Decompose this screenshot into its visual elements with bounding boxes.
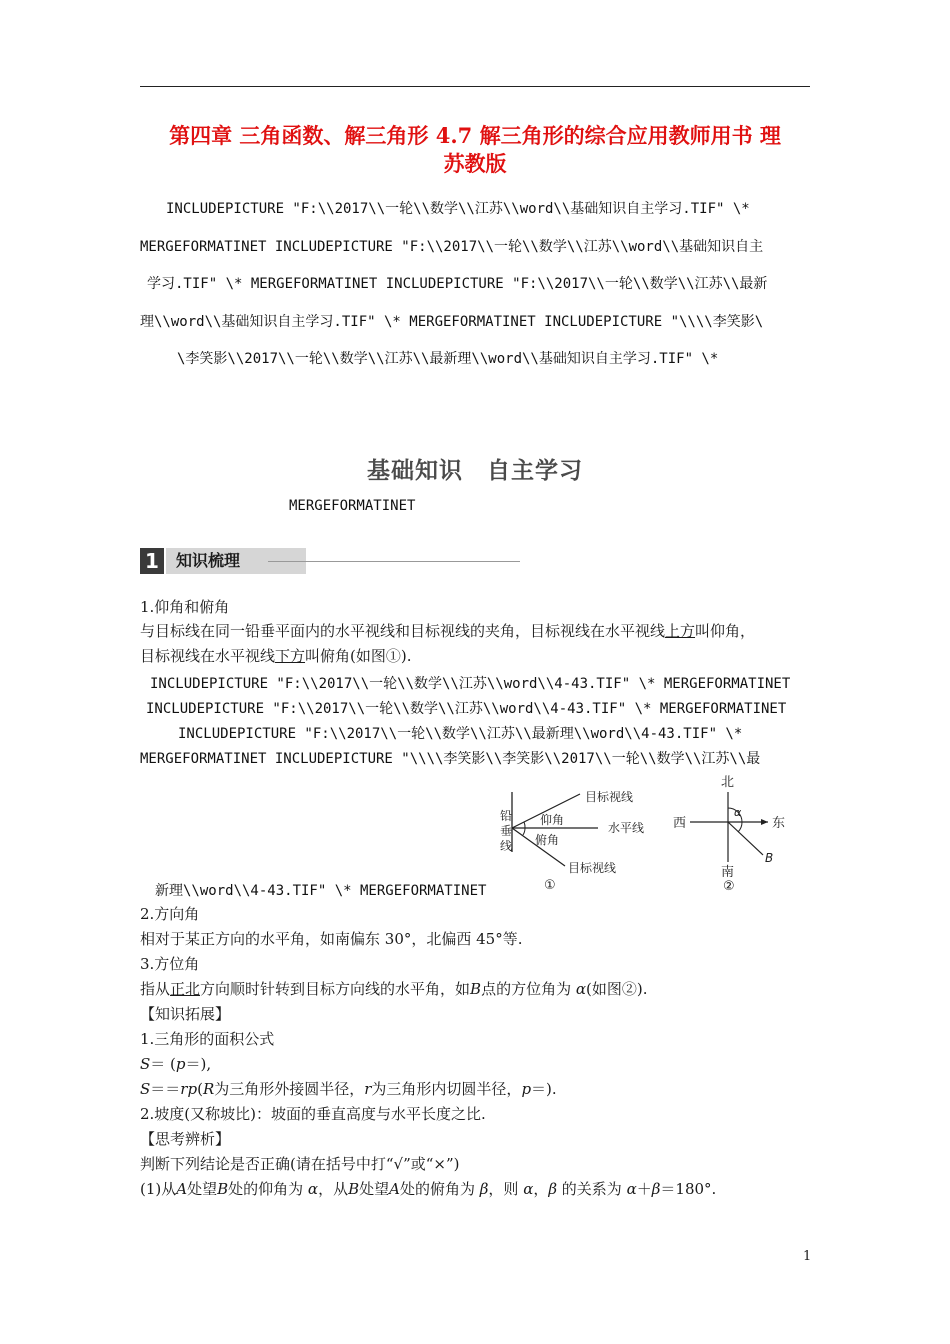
depression-label: 俯角 xyxy=(535,833,560,847)
vertical-line-label-1: 铅 xyxy=(500,809,513,823)
section-1-paragraph-line-2: 目标视线在水平视线下方叫俯角(如图①). xyxy=(140,647,412,665)
include-field-line: INCLUDEPICTURE "F:\\2017\\一轮\\数学\\江苏\\最新理\\word\\4-43.TIF" \* xyxy=(178,726,743,742)
section-1-heading: 1.仰角和俯角 xyxy=(140,598,230,616)
include-field-line: MERGEFORMATINET INCLUDEPICTURE "F:\\2017\\一轮\\数学\\江苏\\word\\基础知识自主 xyxy=(140,239,764,255)
underlined-term: 上方 xyxy=(665,622,696,640)
badge-number: 1 xyxy=(140,548,164,574)
title-line-1: 第四章 三角函数、解三角形 4.7 解三角形的综合应用教师用书 理 xyxy=(169,123,781,148)
figure-2-caption: ② xyxy=(723,879,735,894)
include-field-line: INCLUDEPICTURE "F:\\2017\\一轮\\数学\\江苏\\word\\基础知识自主学习.TIF" \* xyxy=(166,201,750,217)
bearing-angle-figure xyxy=(670,772,800,894)
include-field-line: INCLUDEPICTURE "F:\\2017\\一轮\\数学\\江苏\\word\\4-43.TIF" \* MERGEFORMATINET xyxy=(146,701,787,717)
question-1: (1)从A处望B处的仰角为 α，从B处望A处的俯角为 β，则 α，β 的关系为 α＋β＝180°. xyxy=(140,1180,717,1198)
vertical-line-label-3: 线 xyxy=(500,839,513,853)
include-field-line: MERGEFORMATINET INCLUDEPICTURE "\\\\李笑影\\李笑影\\2017\\一轮\\数学\\江苏\\最 xyxy=(140,751,761,767)
section-2-body: 相对于某正方向的水平角，如南偏东 30°，北偏西 45°等. xyxy=(140,930,523,948)
page-number: 1 xyxy=(803,1249,812,1264)
section-heading: 基础知识 自主学习 xyxy=(367,458,583,484)
section-1-paragraph-line-1: 与目标线在同一铅垂平面内的水平视线和目标视线的夹角，目标视线在水平视线上方叫仰角， xyxy=(140,622,756,640)
include-field-line: \李笑影\\2017\\一轮\\数学\\江苏\\最新理\\word\\基础知识自主学习.TIF" \* xyxy=(177,351,719,367)
section-3-heading: 3.方位角 xyxy=(140,955,200,973)
knowledge-extension-heading: 【知识拓展】 xyxy=(140,1005,231,1023)
include-field-line: 学习.TIF" \* MERGEFORMATINET INCLUDEPICTURE "F:\\2017\\一轮\\数学\\江苏\\最新 xyxy=(147,276,768,292)
include-field-line: 新理\\word\\4-43.TIF" \* MERGEFORMATINET xyxy=(155,883,487,899)
north-label: 北 xyxy=(721,775,735,790)
area-formula-heading: 1.三角形的面积公式 xyxy=(140,1030,275,1048)
thinking-heading: 【思考辨析】 xyxy=(140,1130,231,1148)
title-line-2: 苏教版 xyxy=(443,151,507,176)
section-2-heading: 2.方向角 xyxy=(140,905,200,923)
area-formula-2: S＝＝rp(R为三角形外接圆半径，r为三角形内切圆半径，p＝). xyxy=(140,1080,557,1098)
area-formula-1: S＝ (p＝), xyxy=(140,1055,212,1073)
figure-1-caption: ① xyxy=(544,878,556,893)
point-b-label: B xyxy=(765,851,774,865)
slope-definition: 2.坡度(又称坡比)：坡面的垂直高度与水平长度之比. xyxy=(140,1105,486,1123)
header-rule xyxy=(140,86,810,87)
include-field-line: 理\\word\\基础知识自主学习.TIF" \* MERGEFORMATINET INCLUDEPICTURE "\\\\李笑影\ xyxy=(140,314,764,330)
elevation-depression-figure xyxy=(490,782,660,897)
section-3-body: 指从正北方向顺时针转到目标方向线的水平角，如B点的方位角为 α(如图②). xyxy=(140,980,648,998)
lower-sight-label: 目标视线 xyxy=(568,861,617,875)
alpha-label: α xyxy=(734,806,742,819)
underlined-term: 下方 xyxy=(275,647,306,665)
underlined-term: 正北 xyxy=(170,980,201,998)
west-label: 西 xyxy=(673,816,687,831)
horizontal-label: 水平线 xyxy=(608,821,645,835)
south-label: 南 xyxy=(721,865,735,880)
merge-field-text: MERGEFORMATINET xyxy=(289,498,416,514)
thinking-instruction: 判断下列结论是否正确(请在括号中打“√”或“×”) xyxy=(140,1155,460,1173)
badge-label: 知识梳理 xyxy=(166,548,306,574)
document-title xyxy=(140,122,810,178)
badge-rule xyxy=(268,561,520,562)
upper-sight-label: 目标视线 xyxy=(585,790,634,804)
east-label: 东 xyxy=(772,816,786,831)
elevation-label: 仰角 xyxy=(540,813,565,827)
vertical-line-label-2: 垂 xyxy=(500,824,513,838)
include-field-line: INCLUDEPICTURE "F:\\2017\\一轮\\数学\\江苏\\word\\4-43.TIF" \* MERGEFORMATINET xyxy=(150,676,791,692)
